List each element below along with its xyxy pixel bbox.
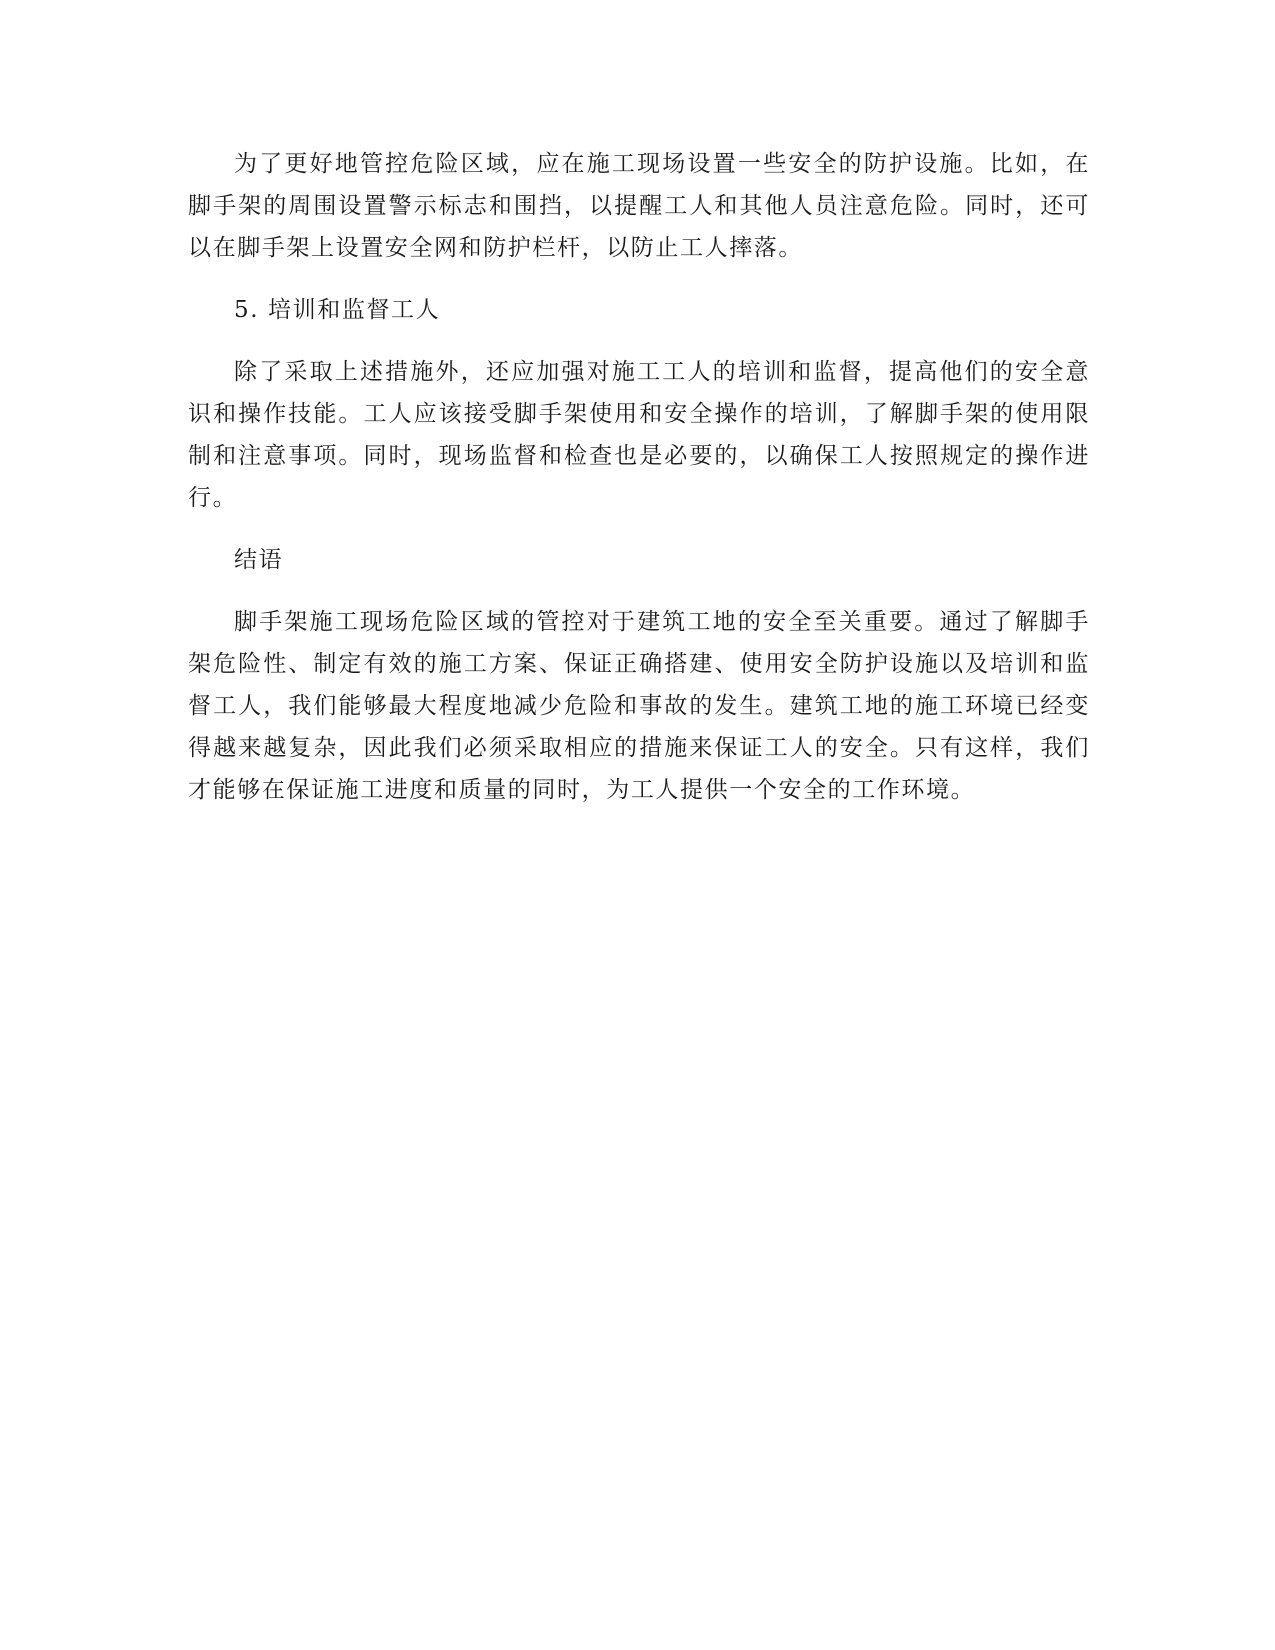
paragraph-protective-facilities: 为了更好地管控危险区域，应在施工现场设置一些安全的防护设施。比如，在脚手架的周围设置警示标志和围挡，以提醒工人和其他人员注意危险。同时，还可以在脚手架上设置安全网和防护栏杆，以防止工人摔落。	[188, 151, 1090, 261]
paragraph-conclusion: 脚手架施工现场危险区域的管控对于建筑工地的安全至关重要。通过了解脚手架危险性、制定有效的施工方案、保证正确搭建、使用安全防护设施以及培训和监督工人，我们能够最大程度地减少危险和事故的发生。建筑工地的施工环境已经变得越来越复杂，因此我们必须采取相应的措施来保证工人的安全。只有这样，我们才能够在保证施工进度和质量的同时，为工人提供一个安全的工作环境。	[188, 609, 1090, 803]
section-heading-training: 5. 培训和监督工人	[234, 297, 441, 323]
document-body	[188, 143, 1090, 831]
section-heading-conclusion: 结语	[234, 547, 284, 573]
paragraph-training-supervision: 除了采取上述措施外，还应加强对施工工人的培训和监督，提高他们的安全意识和操作技能。工人应该接受脚手架使用和安全操作的培训，了解脚手架的使用限制和注意事项。同时，现场监督和检查也是必要的，以确保工人按照规定的操作进行。	[188, 359, 1090, 511]
